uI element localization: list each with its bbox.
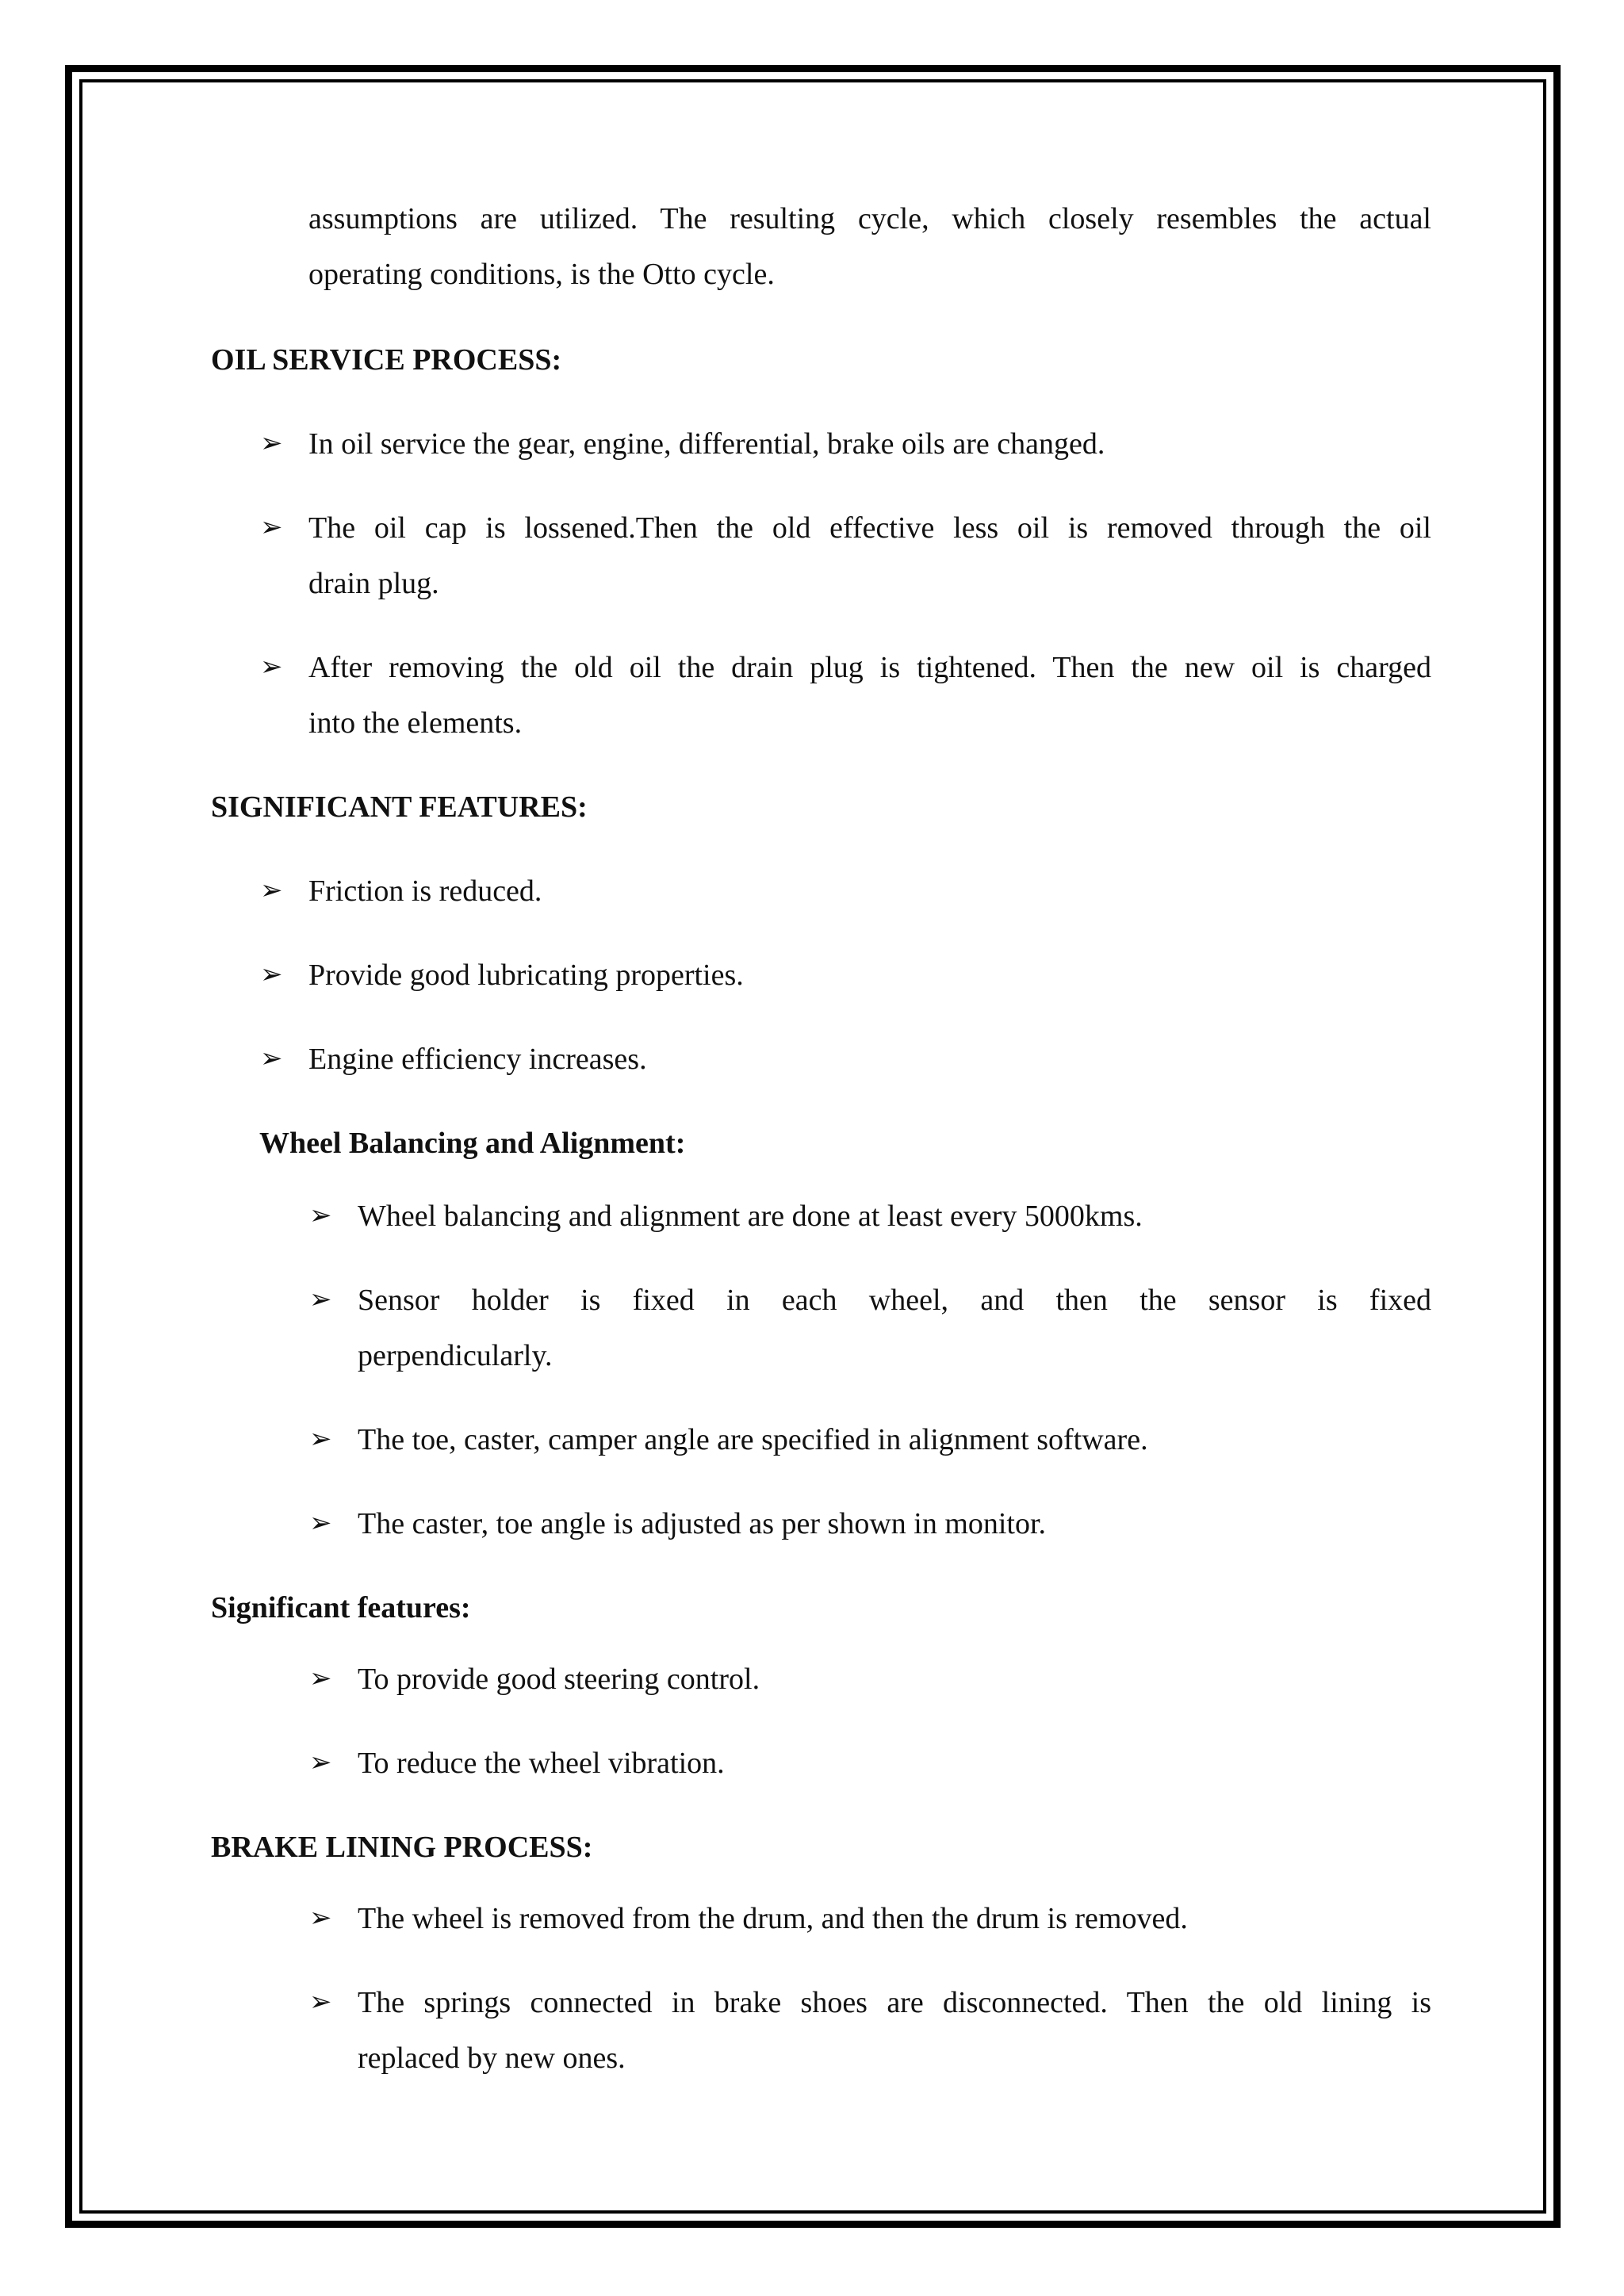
feature2-item-1: To provide good steering control. (358, 1663, 760, 1696)
bullet-arrow-icon: ➢ (309, 1509, 332, 1538)
feature-item-2: Provide good lubricating properties. (308, 959, 744, 992)
significant-features-2-heading: Significant features: (211, 1591, 471, 1624)
brake-item-2-line-1: The springs connected in brake shoes are disconnected. Then the old lining is (358, 1986, 1431, 2019)
bullet-arrow-icon: ➢ (309, 1285, 332, 1314)
bullet-arrow-icon: ➢ (260, 876, 283, 905)
intro-line-1: assumptions are utilized. The resulting cycle, which closely resembles the actual (308, 202, 1431, 235)
intro-line-2: operating conditions, is the Otto cycle. (308, 258, 775, 291)
bullet-arrow-icon: ➢ (260, 960, 283, 989)
bullet-arrow-icon: ➢ (309, 1904, 332, 1933)
wheel-item-4: The caster, toe angle is adjusted as per shown in monitor. (358, 1507, 1047, 1540)
bullet-arrow-icon: ➢ (260, 1044, 283, 1073)
wheel-item-1: Wheel balancing and alignment are done at least every 5000kms. (358, 1200, 1143, 1233)
feature-item-3: Engine efficiency increases. (308, 1043, 647, 1076)
significant-features-heading: SIGNIFICANT FEATURES: (211, 790, 588, 824)
wheel-item-3: The toe, caster, camper angle are specified in alignment software. (358, 1423, 1148, 1456)
wheel-item-2-line-2: perpendicularly. (358, 1339, 553, 1372)
bullet-arrow-icon: ➢ (309, 1201, 332, 1230)
oil-service-heading: OIL SERVICE PROCESS: (211, 343, 562, 377)
bullet-arrow-icon: ➢ (309, 1988, 332, 2017)
bullet-arrow-icon: ➢ (260, 652, 283, 682)
oil-item-3-line-1: After removing the old oil the drain plug is tightened. Then the new oil is charged (308, 651, 1431, 684)
feature2-item-2: To reduce the wheel vibration. (358, 1747, 725, 1780)
bullet-arrow-icon: ➢ (260, 513, 283, 542)
oil-item-3-line-2: into the elements. (308, 706, 523, 740)
feature-item-1: Friction is reduced. (308, 874, 542, 908)
wheel-balancing-heading: Wheel Balancing and Alignment: (259, 1127, 686, 1160)
wheel-item-2-line-1: Sensor holder is fixed in each wheel, and then the sensor is fixed (358, 1284, 1431, 1317)
brake-lining-heading: BRAKE LINING PROCESS: (211, 1831, 593, 1864)
oil-item-1: In oil service the gear, engine, differential, brake oils are changed. (308, 427, 1105, 461)
brake-item-2-line-2: replaced by new ones. (358, 2042, 626, 2075)
oil-item-2-line-2: drain plug. (308, 567, 439, 600)
oil-item-2-line-1: The oil cap is lossened.Then the old effective less oil is removed through the oil (308, 511, 1431, 545)
bullet-arrow-icon: ➢ (309, 1748, 332, 1777)
bullet-arrow-icon: ➢ (309, 1664, 332, 1693)
brake-item-1: The wheel is removed from the drum, and then the drum is removed. (358, 1902, 1188, 1935)
bullet-arrow-icon: ➢ (309, 1425, 332, 1454)
bullet-arrow-icon: ➢ (260, 429, 283, 458)
